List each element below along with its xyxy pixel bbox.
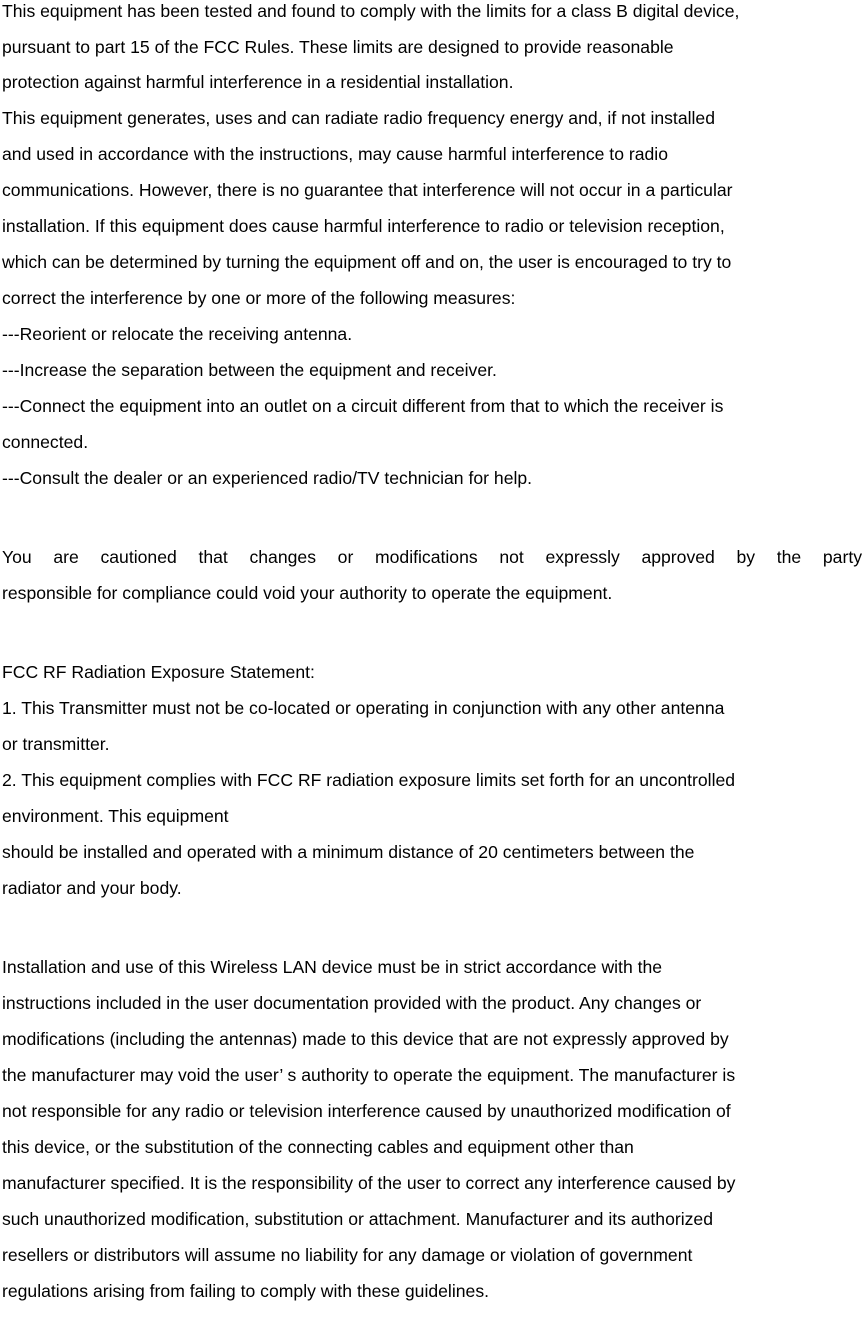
compliance-text-line: protection against harmful interference in a residential installation. bbox=[2, 72, 514, 92]
installation-text-line: modifications (including the antennas) made to this device that are not expressly approved by bbox=[2, 1029, 729, 1049]
rf-statement-line: should be installed and operated with a minimum distance of 20 centimeters between the bbox=[2, 842, 695, 862]
caution-text-line: responsible for compliance could void your authority to operate the equipment. bbox=[2, 583, 613, 603]
measure-item: connected. bbox=[2, 432, 89, 452]
rf-statement-heading: FCC RF Radiation Exposure Statement: bbox=[2, 662, 315, 682]
compliance-text-line: communications. However, there is no guarantee that interference will not occur in a particular bbox=[2, 180, 733, 200]
rf-statement-line: 1. This Transmitter must not be co-located or operating in conjunction with any other antenna bbox=[2, 698, 725, 718]
rf-statement-line: or transmitter. bbox=[2, 734, 110, 754]
installation-text-line: instructions included in the user documentation provided with the product. Any changes or bbox=[2, 993, 702, 1013]
compliance-text-line: and used in accordance with the instructions, may cause harmful interference to radio bbox=[2, 144, 668, 164]
installation-text-line: manufacturer specified. It is the responsibility of the user to correct any interference caused by bbox=[2, 1173, 736, 1193]
installation-text-line: Installation and use of this Wireless LAN device must be in strict accordance with the bbox=[2, 957, 663, 977]
compliance-text-line: correct the interference by one or more of the following measures: bbox=[2, 288, 516, 308]
rf-statement-line: 2. This equipment complies with FCC RF radiation exposure limits set forth for an uncontrolled bbox=[2, 770, 736, 790]
installation-text-line: resellers or distributors will assume no liability for any damage or violation of government bbox=[2, 1245, 693, 1265]
installation-text-line: this device, or the substitution of the connecting cables and equipment other than bbox=[2, 1137, 634, 1157]
measure-item: ---Increase the separation between the equipment and receiver. bbox=[2, 360, 497, 380]
compliance-text-line: which can be determined by turning the equipment off and on, the user is encouraged to try to bbox=[2, 252, 732, 272]
compliance-text-line: This equipment has been tested and found to comply with the limits for a class B digital device, bbox=[2, 1, 740, 21]
installation-text-line: the manufacturer may void the user’ s authority to operate the equipment. The manufacturer is bbox=[2, 1065, 736, 1085]
measure-item: ---Consult the dealer or an experienced radio/TV technician for help. bbox=[2, 468, 533, 488]
rf-statement-line: environment. This equipment bbox=[2, 806, 229, 826]
compliance-text-line: pursuant to part 15 of the FCC Rules. These limits are designed to provide reasonable bbox=[2, 37, 674, 57]
rf-statement-line: radiator and your body. bbox=[2, 878, 182, 898]
installation-text-line: regulations arising from failing to comply with these guidelines. bbox=[2, 1281, 490, 1301]
installation-text-line: such unauthorized modification, substitution or attachment. Manufacturer and its authorized bbox=[2, 1209, 713, 1229]
caution-text-line: You are cautioned that changes or modifications not expressly approved by the party bbox=[2, 547, 862, 567]
compliance-text-line: installation. If this equipment does cause harmful interference to radio or television reception, bbox=[2, 216, 725, 236]
measure-item: ---Reorient or relocate the receiving antenna. bbox=[2, 324, 353, 344]
compliance-text-line: This equipment generates, uses and can radiate radio frequency energy and, if not installed bbox=[2, 108, 715, 128]
measure-item: ---Connect the equipment into an outlet on a circuit different from that to which the receiver is bbox=[2, 396, 724, 416]
installation-text-line: not responsible for any radio or television interference caused by unauthorized modification of bbox=[2, 1101, 731, 1121]
